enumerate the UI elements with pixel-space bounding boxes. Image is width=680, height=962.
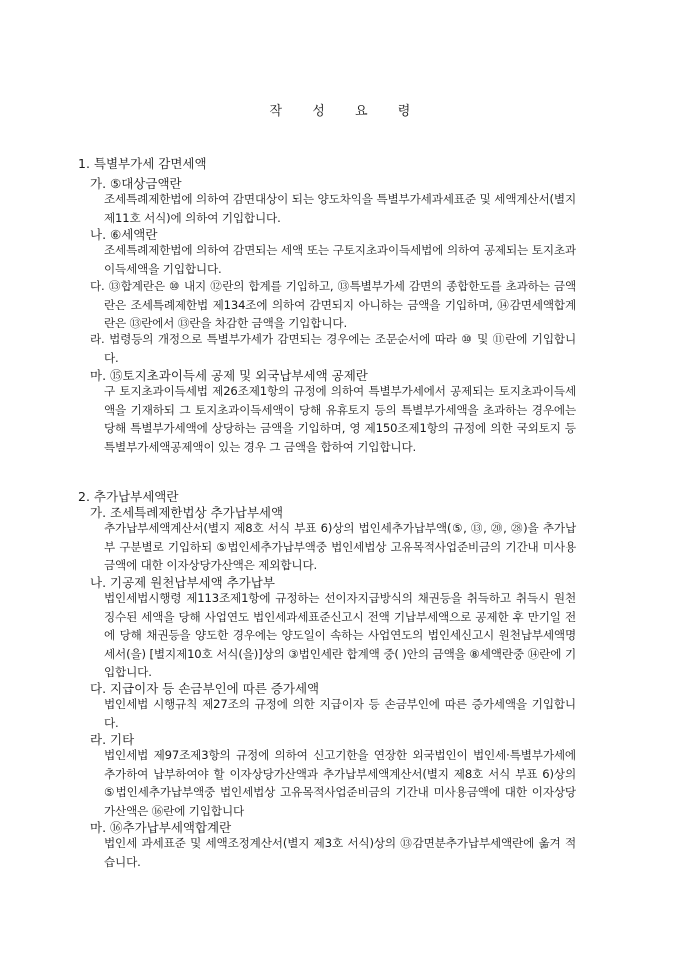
section-heading: 2. 추가납부세액란 — [78, 489, 179, 504]
item-body: 법인세법 시행규칙 제27조의 규정에 의한 지급이자 등 손금부인에 따른 증가세액을 기입합니다. — [104, 697, 576, 730]
item-label: 마. ⑮토지초과이득세 공제 및 외국납부세액 공제란 — [90, 368, 368, 383]
item-body: 추가납부세액계산서(별지 제8호 서식 부표 6)상의 법인세추가납부액(⑤, ⑬, ⑳, ㉘)을 추가납부 구분별로 기입하되 ⑤법인세추가납부액중 법인세법상 고유목적사업준비금의 기간내 미사용금액에 대한 이자상당가산액은 제외합니다. — [104, 521, 576, 573]
item-label-text: 라. 법령등의 개정으로 특별부가세가 감면되는 경우에는 조문순서에 따라 ⑩ 및 ⑪란에 기입합니다. — [90, 332, 576, 365]
item-body: 조세특례제한법에 의하여 감면되는 세액 또는 구토지초과이득세법에 의하여 공제되는 토지초과이득세액을 기입합니다. — [104, 243, 576, 276]
title-char: 요 — [355, 104, 368, 119]
item-label: 나. ⑥세액란 — [90, 227, 158, 242]
item-label: 라. 기타 — [90, 732, 135, 747]
item-body: 법인세 과세표준 및 세액조정계산서(별지 제3호 서식)상의 ⑬감면분추가납부세액란에 옮겨 적습니다. — [104, 836, 576, 869]
item-label: 가. ⑤대상금액란 — [90, 176, 182, 191]
title-char: 성 — [312, 104, 325, 119]
page-title — [0, 100, 680, 119]
item-body: 법인세법시행령 제113조제1항에 규정하는 선이자지급방식의 채권등을 취득하고 취득시 원천징수된 세액을 당해 사업연도 법인세과세표준신고시 전액 기납부세액으로 공제한 후 만기일 전에 당해 채권등을 양도한 경우에는 양도일이 속하는 사업연도의 법인세신고시 원천납부세액명세서(을) [별지제10호 서식(을)]상의 ③법인세란 합계액 중( )안의 금액을 ⑧세액란중 ⑭란에 기입합니다. — [104, 591, 576, 680]
item-label: 나. 기공제 원천납부세액 추가납부 — [90, 575, 275, 590]
item-body: 조세특례제한법에 의하여 감면대상이 되는 양도차익을 특별부가세과세표준 및 세액계산서(별지 제11호 서식)에 의하여 기입합니다. — [104, 192, 576, 225]
item-label — [90, 277, 576, 333]
title-char: 작 — [269, 104, 283, 119]
item-body: 구 토지초과이득세법 제26조제1항의 규정에 의하여 특별부가세에서 공제되는 토지초과이득세액을 기재하되 그 토지초과이득세액이 당해 유휴토지 등의 특별부가세액을 초과하는 경우에는 당해 특별부가세액에 상당하는 금액을 기입하며, 영 제150조제1항의 규정에 의한 국외토지 등 특별부가세액공제액이 있는 경우 그 금액을 합하여 기입합니다. — [104, 384, 576, 454]
item-label — [90, 330, 576, 367]
item-body: 법인세법 제97조제3항의 규정에 의하여 신고기한을 연장한 외국법인이 법인세·특별부가세에 추가하여 납부하여야 할 이자상당가산액과 추가납부세액계산서(별지 제8호 서식 부표 6)상의 ⑤법인세추가납부액중 법인세법상 고유목적사업준비금의 기간내 미사용금액에 대한 이자상당가산액은 ⑯란에 기입합니다 — [104, 748, 576, 818]
item-label: 마. ⑯추가납부세액합계란 — [90, 820, 232, 835]
item-label: 가. 조세특례제한법상 추가납부세액 — [90, 505, 284, 520]
item-label: 다. 지급이자 등 손금부인에 따른 증가세액 — [90, 681, 320, 696]
item-label-text: 다. ⑬합계란은 ⑩ 내지 ⑫란의 합계를 기입하고, ⑬특별부가세 감면의 종합한도를 초과하는 금액란은 조세특례제한법 제134조에 의하여 감면되지 아니하는 금액을 기입하며, ⑭감면세액합계란은 ⑬란에서 ⑬란을 차감한 금액을 기입합니다. — [90, 279, 576, 331]
section-heading: 1. 특별부가세 감면세액 — [78, 156, 207, 171]
title-char: 령 — [397, 104, 411, 119]
